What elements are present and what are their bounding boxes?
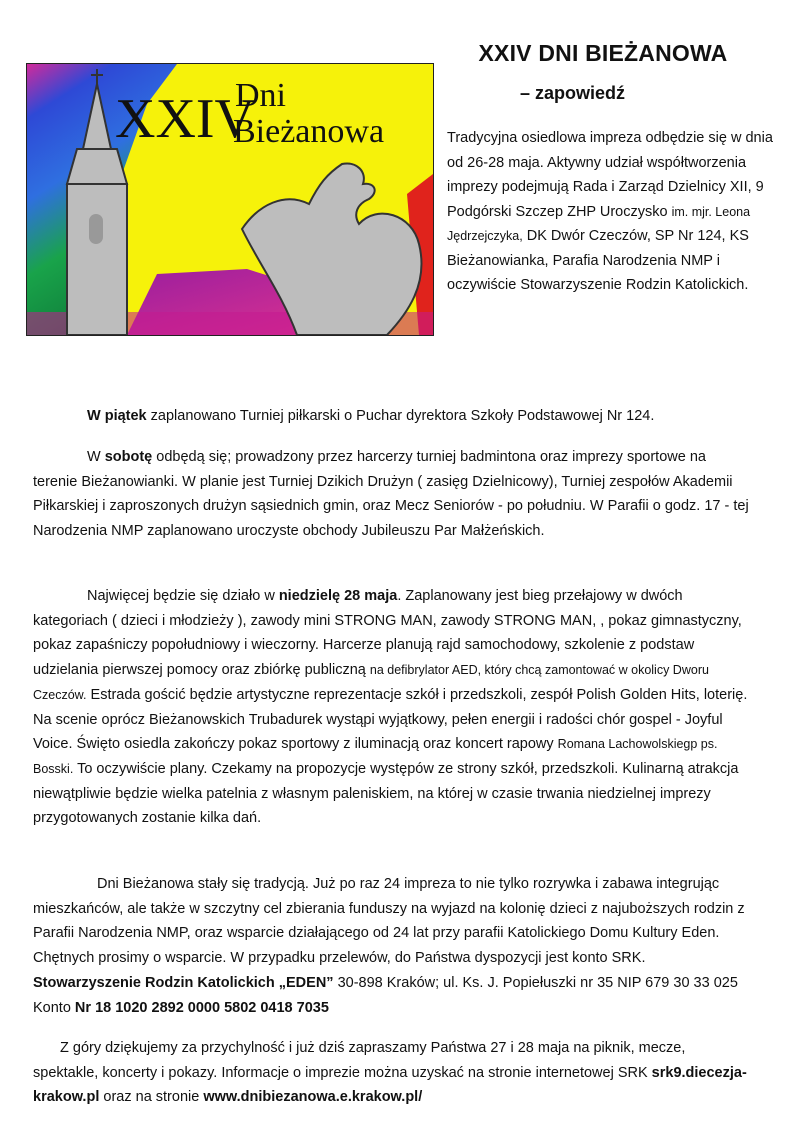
intro-text: Tradycyjna osiedlowa impreza odbędzie się w dnia od 26-28 maja. Aktywny udział współtworzenia imprezy podejmują Rada i Zarząd Dzielnicy XII, 9 Podgórski Szczep ZHP Uroczysko: [447, 130, 773, 220]
saturday-label: sobotę: [104, 449, 153, 465]
association-name: Stowarzyszenie Rodzin Katolickich „EDEN”: [33, 974, 334, 991]
saturday-paragraph: [33, 445, 753, 544]
sunday-text-2: Estrada gościć będzie artystyczne reprezentacje szkół i przedszkoli, zespół Polish Golden Hits, loterię. Na scenie oprócz Bieżanowskich Trubadurek wystąpi wyjątkowy, pełen energii i radości chór gospel - Joyful Voice. Święto osiedla zakończy pokaz sportowy z iluminacją oraz koncert rapowy: [33, 686, 748, 753]
event-website-link[interactable]: www.dnibiezanowa.e.krakow.pl/: [203, 1089, 423, 1106]
closing-text: Z góry dziękujemy za przychylność i już dziś zapraszamy Państwa 27 i 28 maja na piknik, mecze, spektakle, koncerty i pokazy. Informacje o imprezie można uzyskać na stronie internetowej SRK: [33, 1040, 686, 1081]
tradition-paragraph: [33, 872, 753, 1020]
page-subtitle: – zapowiedź: [520, 83, 626, 103]
closing-paragraph: [33, 1036, 753, 1110]
logo-line1: Dni: [235, 77, 286, 114]
logo-numeral: XXIV: [115, 88, 255, 150]
intro-paragraph: [447, 126, 777, 298]
saturday-lead: W: [87, 449, 105, 465]
tradition-text: Dni Bieżanowa stały się tradycją. Już po raz 24 impreza to nie tylko rozrywka i zabawa integrując mieszkańców, ale także w szczytny cel zbierania funduszy na wyjazd na kolonię dzieci z najuboższych rodzin z Parafii Narodzenia NMP, oraz wsparcie działającego od 24 lat przy parafii Katolickiego Domu Kultury Eden. Chętnych prosimy o wsparcie. W przypadku przelewów, do Państwa dyspozycji jest konto SRK.: [33, 876, 745, 967]
intro-patron: im. mjr. Leona Jędrzejczyka,: [447, 204, 751, 243]
event-logo: [26, 63, 434, 336]
friday-text: zaplanowano Turniej piłkarski o Puchar dyrektora Szkoły Podstawowej Nr 124.: [146, 408, 655, 424]
intro-text-2: DK Dwór Czeczów, SP Nr 124, KS Bieżanowianka, Parafia Narodzenia NMP i oczywiście Stowarzyszenie Rodzin Katolickich.: [447, 228, 749, 293]
friday-paragraph: [33, 404, 791, 429]
sunday-text: . Zaplanowany jest bieg przełajowy w dwóch kategoriach ( dzieci i młodzieży ), zawody mini STRONG MAN, zawody STRONG MAN, , pokaz gimnastyczny, pokaz zapaśniczy popołudniowy i wieczorny. Harcerze planują rajd samochodowy, szkolenie z podstaw udzielania pierwszej pomocy oraz zbiórkę publiczną: [33, 588, 742, 679]
sunday-lead: Najwięcej będzie się działo w: [87, 588, 279, 604]
page-title: XXIV DNI BIEŻANOWA: [478, 40, 728, 66]
sunday-rapper: Romana Lachowolskiegp ps. Bosski.: [33, 737, 718, 776]
srk-website-link[interactable]: srk9.diecezja-krakow.pl: [33, 1064, 747, 1106]
sunday-paragraph: [33, 584, 753, 831]
friday-label: W piątek: [87, 408, 147, 424]
sunday-aed-note: na defibrylator AED, który chcą zamontować w okolicy Dworu Czeczów.: [33, 663, 709, 702]
bank-account: Nr 18 1020 2892 0000 5802 0418 7035: [74, 999, 329, 1016]
closing-text-2: oraz na stronie: [99, 1089, 204, 1106]
sunday-text-3: To oczywiście plany. Czekamy na propozycje występów ze strony szkół, przedszkoli. Kulinarną atrakcja niewątpliwie będzie wielka patelnia z własnym paleniskiem, na której w czasie trwania niedzielnej imprezy przygotowanych zostanie kilka dań.: [33, 760, 739, 827]
logo-line2: Bieżanowa: [233, 113, 385, 150]
sunday-label: niedzielę 28 maja: [278, 588, 398, 604]
tradition-address: 30-898 Kraków; ul. Ks. J. Popiełuszki nr 35 NIP 679 30 33 025 Konto: [33, 974, 738, 1016]
saturday-text: odbędą się; prowadzony przez harcerzy turniej badmintona oraz imprezy sportowe na terenie Bieżanowianki. W planie jest Turniej Dzikich Drużyn ( zasięg Dzielnicowy), Turniej zespołów Akademii Piłkarskiej i zaproszonych drużyn sąsiednich gmin, oraz Mecz Seniorów - po południu. W Parafii o godz. 17 - tej Narodzenia NMP zaplanowano uroczyste obchody Jubileuszu Par Małżeńskich.: [33, 449, 749, 540]
